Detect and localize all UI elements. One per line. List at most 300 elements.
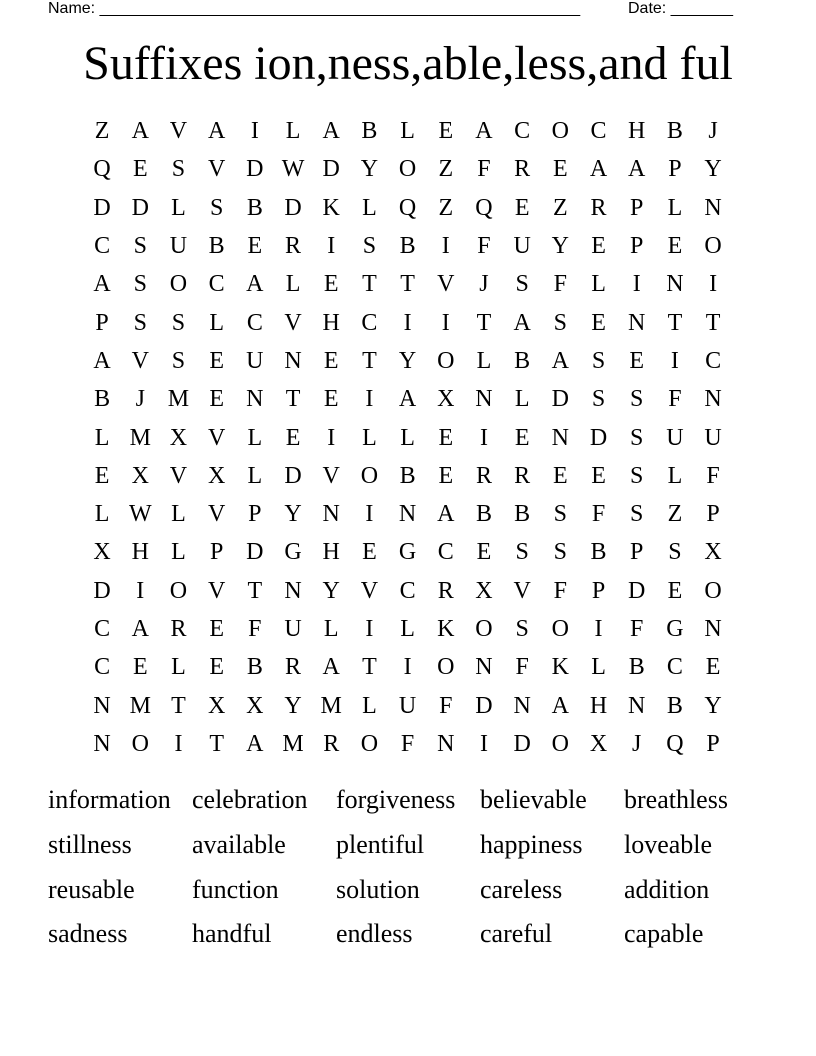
grid-letter: I bbox=[709, 271, 718, 298]
grid-letter: E bbox=[209, 347, 224, 374]
grid-row bbox=[83, 533, 732, 571]
grid-letter: C bbox=[94, 616, 111, 642]
grid-letter: S bbox=[553, 539, 568, 566]
grid-letter: V bbox=[360, 577, 379, 604]
grid-letter: B bbox=[666, 692, 683, 719]
grid-letter: C bbox=[208, 271, 225, 298]
grid-letter: D bbox=[246, 539, 264, 566]
grid-letter: E bbox=[323, 271, 339, 298]
word-list-item: information bbox=[48, 785, 171, 815]
grid-letter: K bbox=[437, 616, 455, 642]
grid-letter: Y bbox=[360, 156, 379, 183]
date-blank: _______ bbox=[670, 0, 733, 17]
grid-letter: P bbox=[248, 501, 262, 528]
word-row bbox=[48, 823, 768, 868]
grid-letter: B bbox=[246, 194, 263, 221]
grid-letter: D bbox=[475, 692, 493, 719]
grid-letter: V bbox=[169, 118, 188, 145]
grid-letter: N bbox=[398, 501, 417, 528]
grid-letter: D bbox=[322, 156, 340, 183]
grid-letter: T bbox=[476, 309, 492, 336]
grid-letter: P bbox=[630, 233, 644, 260]
grid-letter: E bbox=[667, 577, 683, 604]
grid-letter: E bbox=[323, 386, 339, 413]
word-row bbox=[48, 912, 768, 957]
grid-letter: H bbox=[131, 539, 149, 566]
grid-letter: I bbox=[365, 616, 374, 642]
grid-letter: V bbox=[322, 462, 340, 489]
grid-letter: O bbox=[551, 616, 570, 642]
grid-letter: L bbox=[667, 462, 683, 489]
grid-letter: Y bbox=[704, 156, 722, 183]
grid-letter: Y bbox=[284, 501, 302, 528]
grid-letter: N bbox=[284, 347, 302, 374]
grid-letter: E bbox=[591, 309, 606, 336]
grid-letter: N bbox=[322, 501, 340, 528]
grid-letter: C bbox=[361, 309, 378, 336]
grid-letter: N bbox=[246, 386, 264, 413]
grid-letter: F bbox=[630, 616, 644, 642]
grid-letter: N bbox=[551, 424, 570, 451]
word-list-item: plentiful bbox=[336, 830, 425, 860]
grid-letter: I bbox=[594, 616, 603, 642]
grid-letter: J bbox=[708, 118, 718, 145]
name-field bbox=[48, 0, 580, 18]
grid-letter: R bbox=[170, 616, 187, 642]
grid-letter: T bbox=[247, 577, 263, 604]
word-list-item: solution bbox=[336, 874, 420, 904]
grid-letter: T bbox=[209, 730, 224, 757]
grid-letter: R bbox=[323, 730, 340, 757]
grid-row bbox=[83, 265, 732, 303]
grid-letter: F bbox=[477, 156, 491, 183]
grid-letter: S bbox=[515, 271, 529, 298]
grid-letter: Z bbox=[667, 501, 683, 528]
grid-letter: Z bbox=[94, 118, 110, 145]
grid-letter: L bbox=[476, 347, 492, 374]
grid-letter: B bbox=[246, 654, 263, 681]
grid-letter: L bbox=[171, 654, 186, 681]
grid-letter: W bbox=[128, 501, 152, 528]
grid-letter: P bbox=[591, 577, 606, 604]
grid-letter: M bbox=[129, 692, 151, 719]
grid-letter: G bbox=[398, 539, 417, 566]
grid-row bbox=[83, 495, 732, 533]
grid-letter: E bbox=[438, 462, 454, 489]
grid-letter: N bbox=[513, 692, 531, 719]
grid-letter: F bbox=[248, 616, 262, 642]
word-list-item: stillness bbox=[48, 830, 132, 860]
grid-letter: S bbox=[591, 386, 606, 413]
grid-letter: Z bbox=[553, 194, 568, 221]
grid-letter: E bbox=[438, 118, 454, 145]
grid-letter: I bbox=[174, 730, 183, 757]
grid-letter: R bbox=[475, 462, 492, 489]
grid-letter: L bbox=[400, 118, 415, 145]
grid-letter: E bbox=[667, 233, 683, 260]
grid-letter: L bbox=[362, 692, 377, 719]
grid-letter: P bbox=[706, 501, 720, 528]
grid-letter: L bbox=[514, 386, 530, 413]
grid-row bbox=[83, 227, 732, 265]
grid-letter: T bbox=[285, 386, 301, 413]
grid-letter: O bbox=[437, 347, 455, 374]
grid-letter: C bbox=[590, 118, 607, 145]
grid-letter: X bbox=[131, 462, 149, 489]
grid-letter: D bbox=[284, 462, 302, 489]
grid-letter: Y bbox=[284, 692, 302, 719]
grid-letter: K bbox=[322, 194, 340, 221]
grid-letter: A bbox=[628, 156, 646, 183]
grid-letter: E bbox=[514, 194, 530, 221]
grid-letter: B bbox=[590, 539, 607, 566]
grid-letter: A bbox=[513, 309, 531, 336]
grid-letter: B bbox=[666, 118, 683, 145]
grid-letter: O bbox=[398, 156, 417, 183]
grid-letter: A bbox=[551, 692, 570, 719]
grid-letter: R bbox=[285, 233, 302, 260]
grid-letter: S bbox=[515, 616, 529, 642]
word-row bbox=[48, 867, 768, 912]
grid-letter: O bbox=[704, 577, 722, 604]
grid-letter: A bbox=[246, 271, 264, 298]
word-list-item: loveable bbox=[624, 830, 713, 860]
grid-letter: B bbox=[514, 501, 531, 528]
grid-letter: L bbox=[285, 118, 301, 145]
grid-row bbox=[83, 725, 732, 763]
grid-letter: O bbox=[475, 616, 493, 642]
grid-letter: D bbox=[93, 194, 111, 221]
grid-letter: R bbox=[514, 462, 531, 489]
grid-row bbox=[83, 418, 732, 456]
grid-row bbox=[83, 189, 732, 227]
grid-letter: S bbox=[133, 309, 147, 336]
grid-letter: N bbox=[93, 692, 111, 719]
grid-letter: F bbox=[515, 654, 529, 681]
grid-letter: D bbox=[589, 424, 608, 451]
grid-letter: S bbox=[362, 233, 377, 260]
grid-letter: E bbox=[553, 462, 568, 489]
word-list bbox=[48, 778, 768, 957]
grid-letter: L bbox=[94, 424, 110, 451]
date-field bbox=[628, 0, 733, 18]
grid-letter: F bbox=[477, 233, 491, 260]
name-label: Name: bbox=[48, 0, 96, 17]
grid-letter: Y bbox=[551, 233, 570, 260]
grid-letter: F bbox=[439, 692, 453, 719]
grid-letter: E bbox=[476, 539, 492, 566]
grid-row bbox=[83, 150, 732, 188]
grid-letter: L bbox=[171, 194, 186, 221]
grid-letter: V bbox=[513, 577, 531, 604]
grid-letter: L bbox=[591, 271, 606, 298]
grid-letter: E bbox=[553, 156, 568, 183]
word-list-item: careless bbox=[480, 874, 563, 904]
grid-letter: N bbox=[704, 616, 722, 642]
grid-letter: A bbox=[437, 501, 455, 528]
grid-letter: D bbox=[628, 577, 646, 604]
grid-letter: P bbox=[630, 194, 644, 221]
grid-row bbox=[83, 112, 732, 150]
grid-row bbox=[83, 686, 732, 724]
grid-letter: D bbox=[284, 194, 302, 221]
grid-row bbox=[83, 380, 732, 418]
grid-letter: P bbox=[209, 539, 224, 566]
grid-letter: F bbox=[668, 386, 682, 413]
grid-letter: I bbox=[403, 654, 412, 681]
grid-letter: S bbox=[553, 501, 568, 528]
grid-letter: L bbox=[209, 309, 224, 336]
grid-letter: C bbox=[705, 347, 722, 374]
grid-letter: J bbox=[632, 730, 642, 757]
header bbox=[48, 0, 748, 20]
grid-letter: R bbox=[285, 654, 302, 681]
grid-letter: V bbox=[169, 462, 188, 489]
grid-letter: L bbox=[362, 424, 377, 451]
grid-letter: L bbox=[591, 654, 606, 681]
grid-letter: R bbox=[590, 194, 607, 221]
grid-letter: S bbox=[591, 347, 606, 374]
grid-letter: F bbox=[400, 730, 415, 757]
grid-letter: A bbox=[551, 347, 570, 374]
grid-letter: I bbox=[327, 233, 336, 260]
word-list-item: reusable bbox=[48, 874, 135, 904]
grid-letter: L bbox=[323, 616, 339, 642]
grid-row bbox=[83, 572, 732, 610]
grid-letter: E bbox=[591, 233, 606, 260]
grid-letter: I bbox=[441, 233, 450, 260]
grid-letter: N bbox=[704, 194, 722, 221]
grid-letter: E bbox=[209, 616, 224, 642]
grid-letter: I bbox=[403, 309, 412, 336]
grid-letter: I bbox=[441, 309, 450, 336]
grid-letter: E bbox=[285, 424, 301, 451]
grid-letter: E bbox=[132, 156, 148, 183]
grid-letter: T bbox=[362, 271, 377, 298]
grid-letter: P bbox=[630, 539, 644, 566]
grid-letter: A bbox=[131, 616, 149, 642]
grid-letter: X bbox=[207, 462, 226, 489]
grid-letter: N bbox=[93, 730, 111, 757]
grid-letter: U bbox=[704, 424, 722, 451]
grid-letter: X bbox=[246, 692, 264, 719]
grid-letter: E bbox=[209, 654, 224, 681]
grid-row bbox=[83, 342, 732, 380]
grid-letter: V bbox=[207, 577, 226, 604]
grid-letter: L bbox=[94, 501, 110, 528]
grid-letter: I bbox=[250, 118, 259, 145]
grid-letter: U bbox=[666, 424, 684, 451]
grid-letter: N bbox=[628, 309, 646, 336]
grid-letter: T bbox=[705, 309, 721, 336]
grid-letter: Z bbox=[438, 156, 454, 183]
grid-letter: K bbox=[551, 654, 570, 681]
grid-letter: Y bbox=[704, 692, 722, 719]
grid-letter: N bbox=[284, 577, 302, 604]
grid-letter: Q bbox=[398, 194, 417, 221]
grid-letter: M bbox=[282, 730, 304, 757]
grid-letter: X bbox=[475, 577, 493, 604]
grid-letter: I bbox=[632, 271, 641, 298]
grid-letter: U bbox=[284, 616, 302, 642]
word-list-item: careful bbox=[480, 919, 553, 949]
grid-letter: E bbox=[438, 424, 454, 451]
grid-letter: A bbox=[93, 347, 111, 374]
grid-letter: P bbox=[668, 156, 682, 183]
grid-letter: V bbox=[207, 424, 226, 451]
grid-letter: I bbox=[479, 730, 488, 757]
grid-letter: H bbox=[322, 539, 340, 566]
grid-row bbox=[83, 648, 732, 686]
grid-letter: Y bbox=[398, 347, 417, 374]
word-list-item: happiness bbox=[480, 830, 583, 860]
grid-letter: S bbox=[171, 347, 186, 374]
grid-letter: M bbox=[167, 386, 190, 413]
grid-letter: N bbox=[437, 730, 455, 757]
grid-letter: C bbox=[437, 539, 454, 566]
grid-letter: H bbox=[589, 692, 608, 719]
grid-letter: P bbox=[95, 309, 109, 336]
grid-letter: O bbox=[360, 462, 379, 489]
word-list-item: forgiveness bbox=[336, 785, 456, 815]
grid-letter: L bbox=[667, 194, 683, 221]
word-list-item: handful bbox=[192, 919, 272, 949]
grid-letter: L bbox=[400, 616, 415, 642]
grid-letter: P bbox=[706, 730, 720, 757]
letter-grid bbox=[83, 112, 732, 763]
grid-letter: E bbox=[323, 347, 339, 374]
grid-row bbox=[83, 610, 732, 648]
word-list-item: function bbox=[192, 874, 279, 904]
grid-letter: E bbox=[705, 654, 721, 681]
grid-letter: C bbox=[399, 577, 416, 604]
grid-letter: I bbox=[136, 577, 145, 604]
grid-letter: L bbox=[171, 539, 186, 566]
word-row bbox=[48, 778, 768, 823]
grid-letter: X bbox=[169, 424, 188, 451]
grid-letter: M bbox=[320, 692, 342, 719]
grid-letter: C bbox=[94, 233, 111, 260]
grid-letter: N bbox=[628, 692, 646, 719]
grid-letter: A bbox=[398, 386, 417, 413]
grid-letter: B bbox=[208, 233, 225, 260]
grid-letter: U bbox=[398, 692, 417, 719]
grid-letter: C bbox=[94, 654, 111, 681]
grid-letter: S bbox=[133, 233, 147, 260]
grid-letter: N bbox=[666, 271, 684, 298]
grid-letter: N bbox=[475, 654, 493, 681]
grid-letter: E bbox=[247, 233, 263, 260]
grid-letter: X bbox=[589, 730, 608, 757]
grid-letter: E bbox=[209, 386, 224, 413]
grid-row bbox=[83, 303, 732, 341]
grid-letter: I bbox=[479, 424, 488, 451]
grid-letter: F bbox=[591, 501, 606, 528]
grid-letter: V bbox=[207, 501, 226, 528]
grid-letter: T bbox=[667, 309, 683, 336]
grid-row bbox=[83, 457, 732, 495]
grid-letter: X bbox=[207, 692, 226, 719]
grid-letter: A bbox=[131, 118, 149, 145]
grid-letter: S bbox=[133, 271, 147, 298]
grid-letter: D bbox=[93, 577, 111, 604]
grid-letter: C bbox=[666, 654, 683, 681]
grid-letter: E bbox=[591, 462, 606, 489]
grid-letter: F bbox=[553, 271, 568, 298]
grid-letter: O bbox=[704, 233, 722, 260]
grid-letter: C bbox=[514, 118, 531, 145]
grid-letter: R bbox=[437, 577, 454, 604]
grid-letter: E bbox=[514, 424, 530, 451]
grid-letter: E bbox=[629, 347, 645, 374]
grid-letter: E bbox=[132, 654, 148, 681]
grid-letter: I bbox=[670, 347, 679, 374]
grid-letter: X bbox=[93, 539, 111, 566]
grid-letter: V bbox=[437, 271, 455, 298]
grid-letter: E bbox=[362, 539, 377, 566]
grid-letter: X bbox=[437, 386, 455, 413]
grid-letter: L bbox=[171, 501, 186, 528]
grid-letter: A bbox=[322, 118, 340, 145]
grid-letter: A bbox=[93, 271, 111, 298]
grid-letter: S bbox=[630, 501, 644, 528]
word-list-item: capable bbox=[624, 919, 704, 949]
grid-letter: Q bbox=[93, 156, 111, 183]
grid-letter: Q bbox=[475, 194, 493, 221]
grid-letter: T bbox=[362, 654, 377, 681]
word-list-item: believable bbox=[480, 785, 587, 815]
grid-letter: S bbox=[630, 386, 644, 413]
grid-letter: Q bbox=[666, 730, 684, 757]
grid-letter: I bbox=[327, 424, 336, 451]
grid-letter: L bbox=[400, 424, 415, 451]
grid-letter: S bbox=[515, 539, 529, 566]
word-list-item: available bbox=[192, 830, 286, 860]
grid-letter: B bbox=[361, 118, 378, 145]
grid-letter: G bbox=[284, 539, 302, 566]
grid-letter: S bbox=[630, 424, 644, 451]
word-list-item: addition bbox=[624, 874, 710, 904]
grid-letter: L bbox=[247, 424, 263, 451]
word-list-item: breathless bbox=[624, 785, 728, 815]
grid-letter: I bbox=[365, 386, 374, 413]
grid-letter: D bbox=[131, 194, 149, 221]
grid-letter: U bbox=[513, 233, 531, 260]
grid-letter: N bbox=[475, 386, 493, 413]
grid-letter: L bbox=[247, 462, 263, 489]
grid-letter: B bbox=[514, 347, 531, 374]
grid-letter: D bbox=[551, 386, 570, 413]
grid-letter: O bbox=[551, 118, 570, 145]
grid-letter: S bbox=[668, 539, 682, 566]
word-list-item: endless bbox=[336, 919, 413, 949]
grid-letter: V bbox=[207, 156, 226, 183]
grid-letter: W bbox=[281, 156, 305, 183]
grid-letter: H bbox=[322, 309, 340, 336]
word-list-item: sadness bbox=[48, 919, 128, 949]
grid-letter: S bbox=[171, 309, 186, 336]
grid-letter: O bbox=[169, 271, 188, 298]
grid-letter: A bbox=[207, 118, 226, 145]
grid-letter: O bbox=[131, 730, 149, 757]
word-list-item: celebration bbox=[192, 785, 308, 815]
grid-letter: A bbox=[246, 730, 264, 757]
grid-letter: V bbox=[284, 309, 302, 336]
grid-letter: L bbox=[362, 194, 377, 221]
grid-letter: D bbox=[513, 730, 531, 757]
grid-letter: S bbox=[553, 309, 568, 336]
grid-letter: A bbox=[475, 118, 493, 145]
